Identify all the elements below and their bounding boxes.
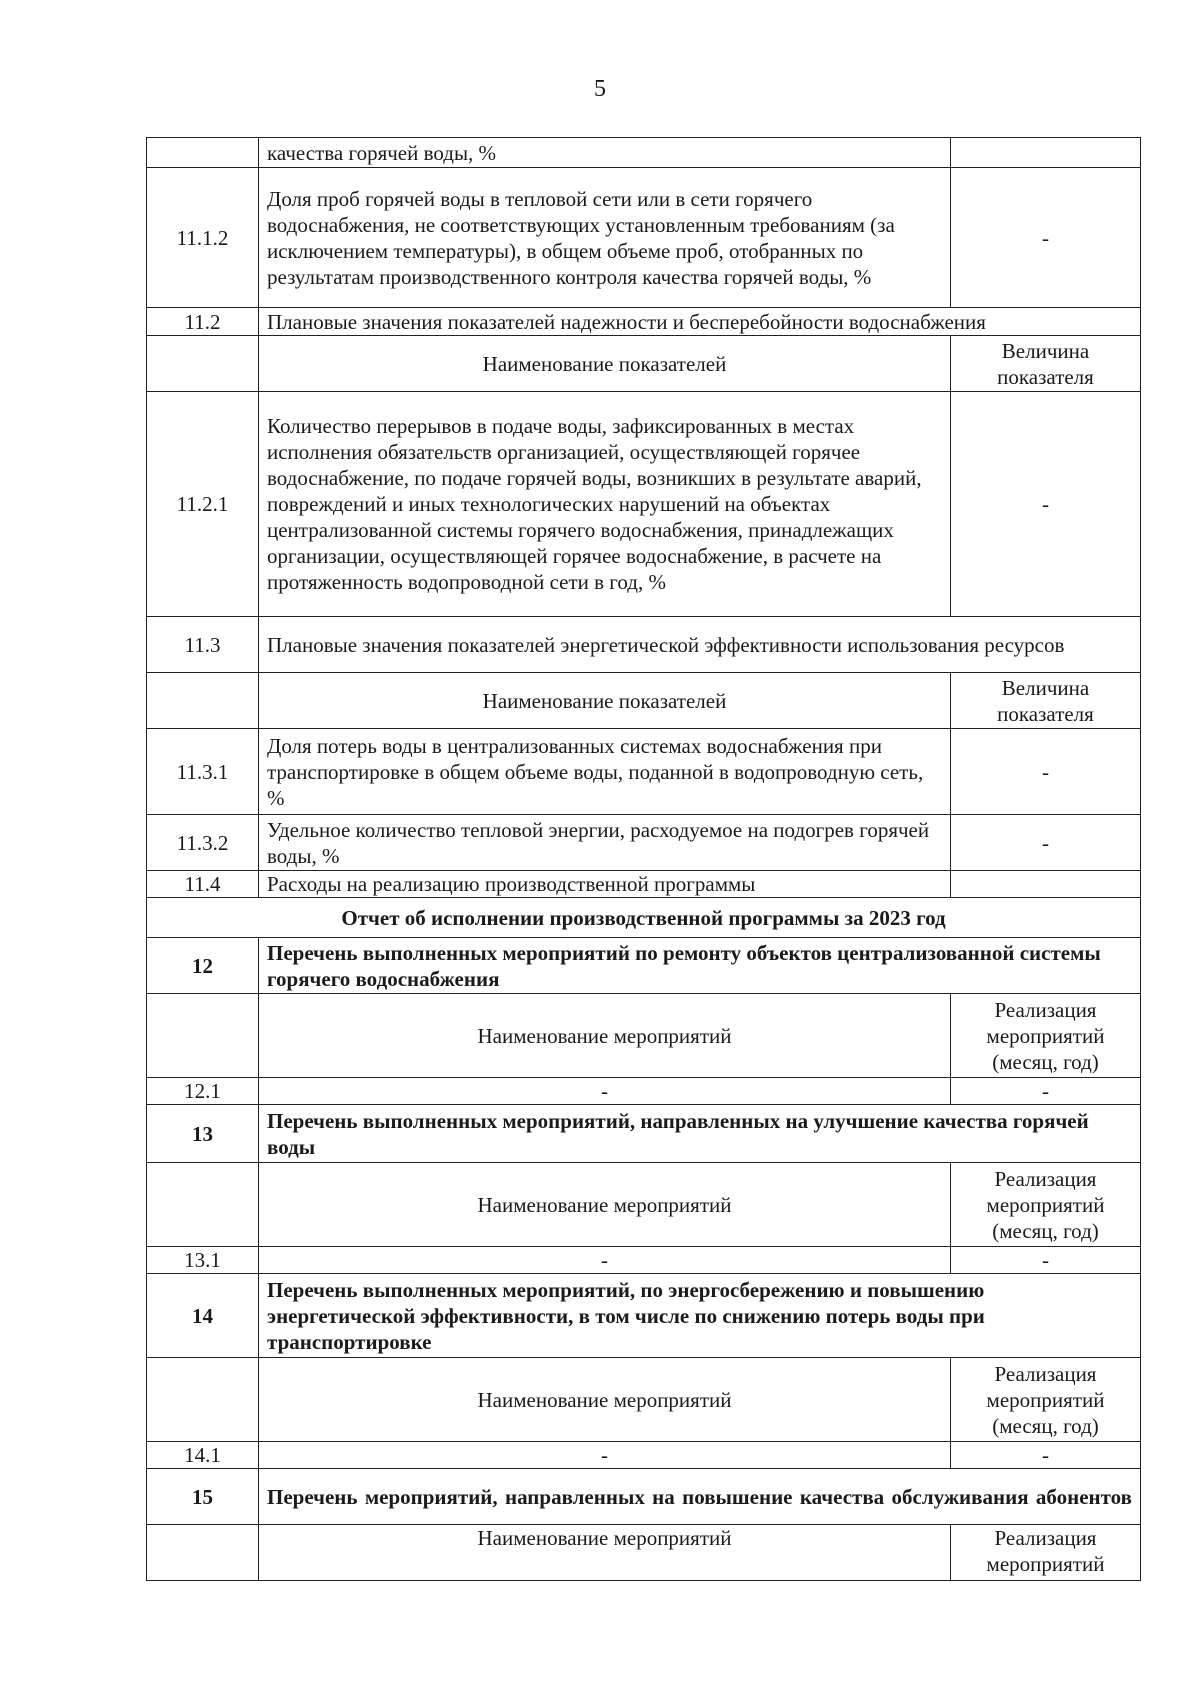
table-header-row xyxy=(147,994,1141,1078)
row-number: 11.3 xyxy=(147,617,259,673)
row-number: 11.3.2 xyxy=(147,815,259,871)
table-row xyxy=(147,1247,1141,1274)
table-row xyxy=(147,815,1141,871)
report-title-row xyxy=(147,898,1141,938)
table-header-row xyxy=(147,1163,1141,1247)
row-number: 14.1 xyxy=(147,1442,259,1469)
table-row xyxy=(147,138,1141,168)
column-header-value: Величина показателя xyxy=(951,673,1141,729)
section-number: 12 xyxy=(147,938,259,994)
indicator-value: - xyxy=(951,729,1141,815)
section-title: Перечень выполненных мероприятий, по энергосбережению и повышению энергетической эффективности, в том числе по снижению потерь воды при транспортировке xyxy=(259,1274,1141,1358)
table-header-row xyxy=(147,1525,1141,1581)
indicator-value: - xyxy=(951,392,1141,617)
table-row xyxy=(147,308,1141,336)
table-row xyxy=(147,392,1141,617)
table-row xyxy=(147,1442,1141,1469)
row-number: 11.1.2 xyxy=(147,168,259,308)
section-number: 13 xyxy=(147,1105,259,1163)
row-number: 12.1 xyxy=(147,1078,259,1105)
activity-value: - xyxy=(951,1442,1141,1469)
table-header-row xyxy=(147,336,1141,392)
indicator-value xyxy=(951,871,1141,898)
program-table xyxy=(146,137,1141,1581)
table-row xyxy=(147,871,1141,898)
section-row xyxy=(147,1469,1141,1525)
column-header-value: Реализация мероприятий xyxy=(951,1525,1141,1581)
activity-name: - xyxy=(259,1078,951,1105)
activity-value: - xyxy=(951,1247,1141,1274)
indicator-text: Доля проб горячей воды в тепловой сети или в сети горячего водоснабжения, не соответствующих установленным требованиям (за исключением температуры), в общем объеме проб, отобранных по результатам производственного контроля качества горячей воды, % xyxy=(259,168,951,308)
activity-name: - xyxy=(259,1247,951,1274)
activity-name: - xyxy=(259,1442,951,1469)
indicator-value xyxy=(951,138,1141,168)
indicator-text: качества горячей воды, % xyxy=(259,138,951,168)
table-header-row xyxy=(147,1358,1141,1442)
subsection-title: Плановые значения показателей энергетической эффективности использования ресурсов xyxy=(259,617,1141,673)
column-header-name: Наименование мероприятий xyxy=(259,994,951,1078)
indicator-text: Удельное количество тепловой энергии, расходуемое на подогрев горячей воды, % xyxy=(259,815,951,871)
column-header-name: Наименование мероприятий xyxy=(259,1358,951,1442)
row-number xyxy=(147,138,259,168)
indicator-value: - xyxy=(951,815,1141,871)
activity-value: - xyxy=(951,1078,1141,1105)
table-header-row xyxy=(147,673,1141,729)
row-number: 11.2.1 xyxy=(147,392,259,617)
section-title: Перечень выполненных мероприятий, направленных на улучшение качества горячей воды xyxy=(259,1105,1141,1163)
section-number: 14 xyxy=(147,1274,259,1358)
section-number: 15 xyxy=(147,1469,259,1525)
section-row xyxy=(147,1274,1141,1358)
section-title: Перечень выполненных мероприятий по ремонту объектов централизованной системы горячего водоснабжения xyxy=(259,938,1141,994)
table-row xyxy=(147,617,1141,673)
row-number: 13.1 xyxy=(147,1247,259,1274)
column-header-name: Наименование мероприятий xyxy=(259,1525,951,1581)
column-header-value: Реализация мероприятий (месяц, год) xyxy=(951,1358,1141,1442)
column-header-name: Наименование показателей xyxy=(259,673,951,729)
column-header-value: Реализация мероприятий (месяц, год) xyxy=(951,994,1141,1078)
column-header-value: Реализация мероприятий (месяц, год) xyxy=(951,1163,1141,1247)
row-number: 11.4 xyxy=(147,871,259,898)
row-number: 11.3.1 xyxy=(147,729,259,815)
indicator-text: Расходы на реализацию производственной программы xyxy=(259,871,951,898)
subsection-title: Плановые значения показателей надежности и бесперебойности водоснабжения xyxy=(259,308,1141,336)
table-row xyxy=(147,729,1141,815)
table-row xyxy=(147,1078,1141,1105)
indicator-text: Доля потерь воды в централизованных системах водоснабжения при транспортировке в общем объеме воды, поданной в водопроводную сеть, % xyxy=(259,729,951,815)
section-row xyxy=(147,1105,1141,1163)
section-title: Перечень мероприятий, направленных на повышение качества обслуживания абонентов xyxy=(259,1469,1141,1525)
indicator-text: Количество перерывов в подаче воды, зафиксированных в местах исполнения обязательств организацией, осуществляющей горячее водоснабжение, по подаче горячей воды, возникших в результате аварий, повреждений и иных технологических нарушений на объектах централизованной системы горячего водоснабжения, принадлежащих организации, осуществляющей горячее водоснабжение, в расчете на протяженность водопроводной сети в год, % xyxy=(259,392,951,617)
page-number: 5 xyxy=(594,76,606,102)
table-row xyxy=(147,168,1141,308)
column-header-name: Наименование показателей xyxy=(259,336,951,392)
column-header-name: Наименование мероприятий xyxy=(259,1163,951,1247)
section-row xyxy=(147,938,1141,994)
report-title: Отчет об исполнении производственной программы за 2023 год xyxy=(147,898,1141,938)
row-number: 11.2 xyxy=(147,308,259,336)
column-header-value: Величина показателя xyxy=(951,336,1141,392)
indicator-value: - xyxy=(951,168,1141,308)
